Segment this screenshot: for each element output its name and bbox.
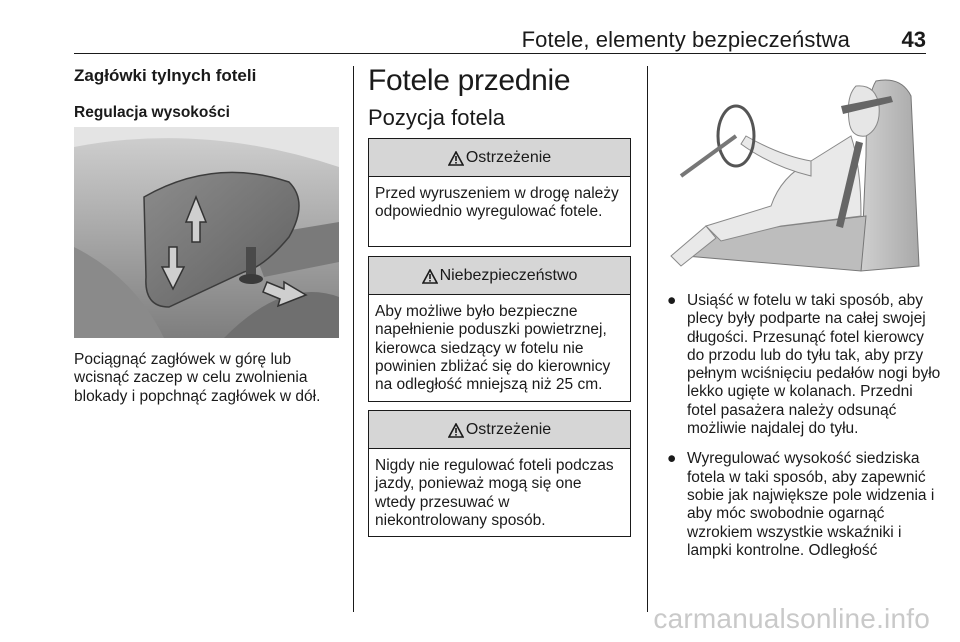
driver-seat-illustration <box>661 66 927 276</box>
headrest-drawing <box>74 127 339 338</box>
middle-column <box>368 66 633 132</box>
list-item <box>661 450 941 560</box>
headrest-heading: Zagłówki tylnych foteli <box>74 66 257 85</box>
warning-triangle-icon <box>422 269 438 284</box>
danger-label: Niebezpieczeństwo <box>439 266 578 284</box>
section-title: Fotele, elementy bezpieczeństwa <box>521 27 850 52</box>
list-item-text: Wyregulować wysokość siedziska fotela w taki sposób, aby zapewnić sobie jak największe pole widzenia i aby móc swobodnie ogarnąć wzrokiem wszystkie wskaźniki i lampki kontrolne. Odległość <box>687 450 935 559</box>
danger-text: Aby możliwe było bezpieczne napełnienie poduszki powietrznej, kierowca siedzący w fotelu nie powinien zbliżać się do kierownicy na odległość mniejszą niż 25 cm. <box>375 303 611 394</box>
warning-label: Ostrzeżenie <box>465 148 552 166</box>
driver-drawing <box>661 66 927 276</box>
bullet-icon: ● <box>667 450 677 468</box>
danger-header <box>369 257 630 295</box>
list-item-text: Usiąść w fotelu w taki sposób, aby plecy były podparte na całej swojej długości. Przesunąć fotel kierowcy do przodu lub do tyłu tak, aby przy pełnym wciśnięciu pedałów nogi było lekko ugięte w kolanach. Przedni fotel pasażera należy odsunąć możliwie najdalej do tyłu. <box>687 292 941 438</box>
warning-header <box>369 411 630 449</box>
watermark: carmanualsonline.info <box>653 603 930 634</box>
height-adjust-subheading: Regulacja wysokości <box>74 104 230 121</box>
page-number: 43 <box>901 27 926 52</box>
warning-box <box>368 410 631 537</box>
warning-header <box>369 139 630 177</box>
column-divider-left <box>353 66 354 612</box>
headrest-illustration <box>74 127 339 338</box>
column-divider-right <box>647 66 648 612</box>
warning-triangle-icon <box>448 151 464 166</box>
left-column <box>74 66 340 122</box>
seat-position-subtitle: Pozycja fotela <box>368 105 505 130</box>
warning-text: Nigdy nie regulować foteli podczas jazdy, ponieważ mogą się one wtedy przesuwać w niekontrolowany sposób. <box>375 457 614 529</box>
header-divider <box>74 53 926 54</box>
danger-box <box>368 256 631 402</box>
front-seats-title: Fotele przednie <box>368 64 571 97</box>
headrest-instruction: Pociągnąć zagłówek w górę lub wcisnąć zaczep w celu zwolnienia blokady i popchnąć zagłówek w dół. <box>74 351 321 405</box>
warning-box <box>368 138 631 247</box>
warning-text: Przed wyruszeniem w drogę należy odpowiednio wyregulować fotele. <box>375 185 619 221</box>
warning-triangle-icon <box>448 423 464 438</box>
list-item <box>661 292 941 438</box>
bullet-icon: ● <box>667 292 677 309</box>
warning-label: Ostrzeżenie <box>465 420 552 438</box>
seat-adjust-steps <box>661 292 941 572</box>
